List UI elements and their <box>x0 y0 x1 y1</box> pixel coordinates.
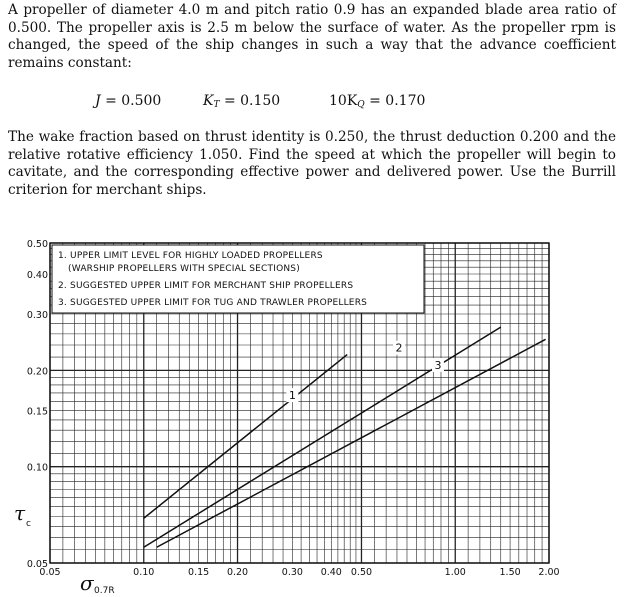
y-tick-label: 0.30 <box>26 309 48 321</box>
chart-series <box>144 327 546 547</box>
legend-entry-1: 1. UPPER LIMIT LEVEL FOR HIGHLY LOADED PROPELLERS <box>58 251 323 261</box>
x-tick-label: 0.10 <box>133 567 155 578</box>
eq-kq-sub: Q <box>357 100 365 110</box>
eq-kq-prefix: 10K <box>329 93 358 109</box>
x-tick-label: 0.50 <box>350 567 373 578</box>
y-axis-subscript: c <box>26 519 31 529</box>
x-axis-subscript: 0.7R <box>94 586 115 596</box>
x-tick-label: 0.30 <box>281 567 303 578</box>
y-axis-symbol: τ <box>14 501 26 525</box>
series-label-2: 2 <box>395 341 403 355</box>
eq-kt-value: = 0.150 <box>223 93 281 109</box>
y-tick-label: 0.10 <box>26 462 48 474</box>
problem-paragraph-2: The wake fraction based on thrust identity is 0.250, the thrust deduction 0.200 and the relative rotative efficiency 1.050. Find the speed at which the propeller will begin to cavitate, and the corresponding effective power and delivered power. Use the Burrill criterion for merchant ships. <box>8 129 616 198</box>
y-tick-label: 0.20 <box>26 366 48 378</box>
series-label-3: 3 <box>434 358 442 372</box>
y-tick-label: 0.50 <box>26 239 48 250</box>
y-tick-label: 0.15 <box>26 406 48 418</box>
series-line-2 <box>144 327 501 547</box>
x-tick-label: 0.40 <box>320 567 342 578</box>
chart-axis-labels <box>14 501 115 596</box>
legend-entry-4: 3. SUGGESTED UPPER LIMIT FOR TUG AND TRAWLER PROPELLERS <box>58 298 368 308</box>
y-tick-label: 0.40 <box>26 270 48 282</box>
y-tick-label: 0.05 <box>26 559 48 570</box>
eq-kt-sub: T <box>213 100 220 110</box>
x-tick-label: 0.15 <box>188 567 210 578</box>
x-tick-label: 1.00 <box>444 567 466 578</box>
eq-j-value: = 0.500 <box>105 93 162 109</box>
series-label-1: 1 <box>288 389 296 403</box>
eq-kt-symbol: K <box>203 93 214 109</box>
legend-entry-2: (WARSHIP PROPELLERS WITH SPECIAL SECTIONS) <box>68 264 300 274</box>
eq-kq-value: = 0.170 <box>369 93 426 109</box>
eq-j-symbol: J <box>95 93 101 109</box>
x-axis-symbol: σ <box>80 571 94 595</box>
x-tick-label: 1.50 <box>499 567 521 578</box>
x-tick-label: 0.20 <box>226 567 249 578</box>
series-line-1 <box>144 355 347 519</box>
x-tick-label: 0.05 <box>39 567 61 578</box>
legend-entry-3: 2. SUGGESTED UPPER LIMIT FOR MERCHANT SHIP PROPELLERS <box>58 281 354 291</box>
x-tick-label: 2.00 <box>538 567 560 578</box>
problem-paragraph-1: A propeller of diameter 4.0 m and pitch ratio 0.9 has an expanded blade area ratio of 0.500. The propeller axis is 2.5 m below the surface of water. As the propeller rpm is changed, the speed of the ship changes in such a way that the advance coefficient remains constant: <box>8 2 616 71</box>
